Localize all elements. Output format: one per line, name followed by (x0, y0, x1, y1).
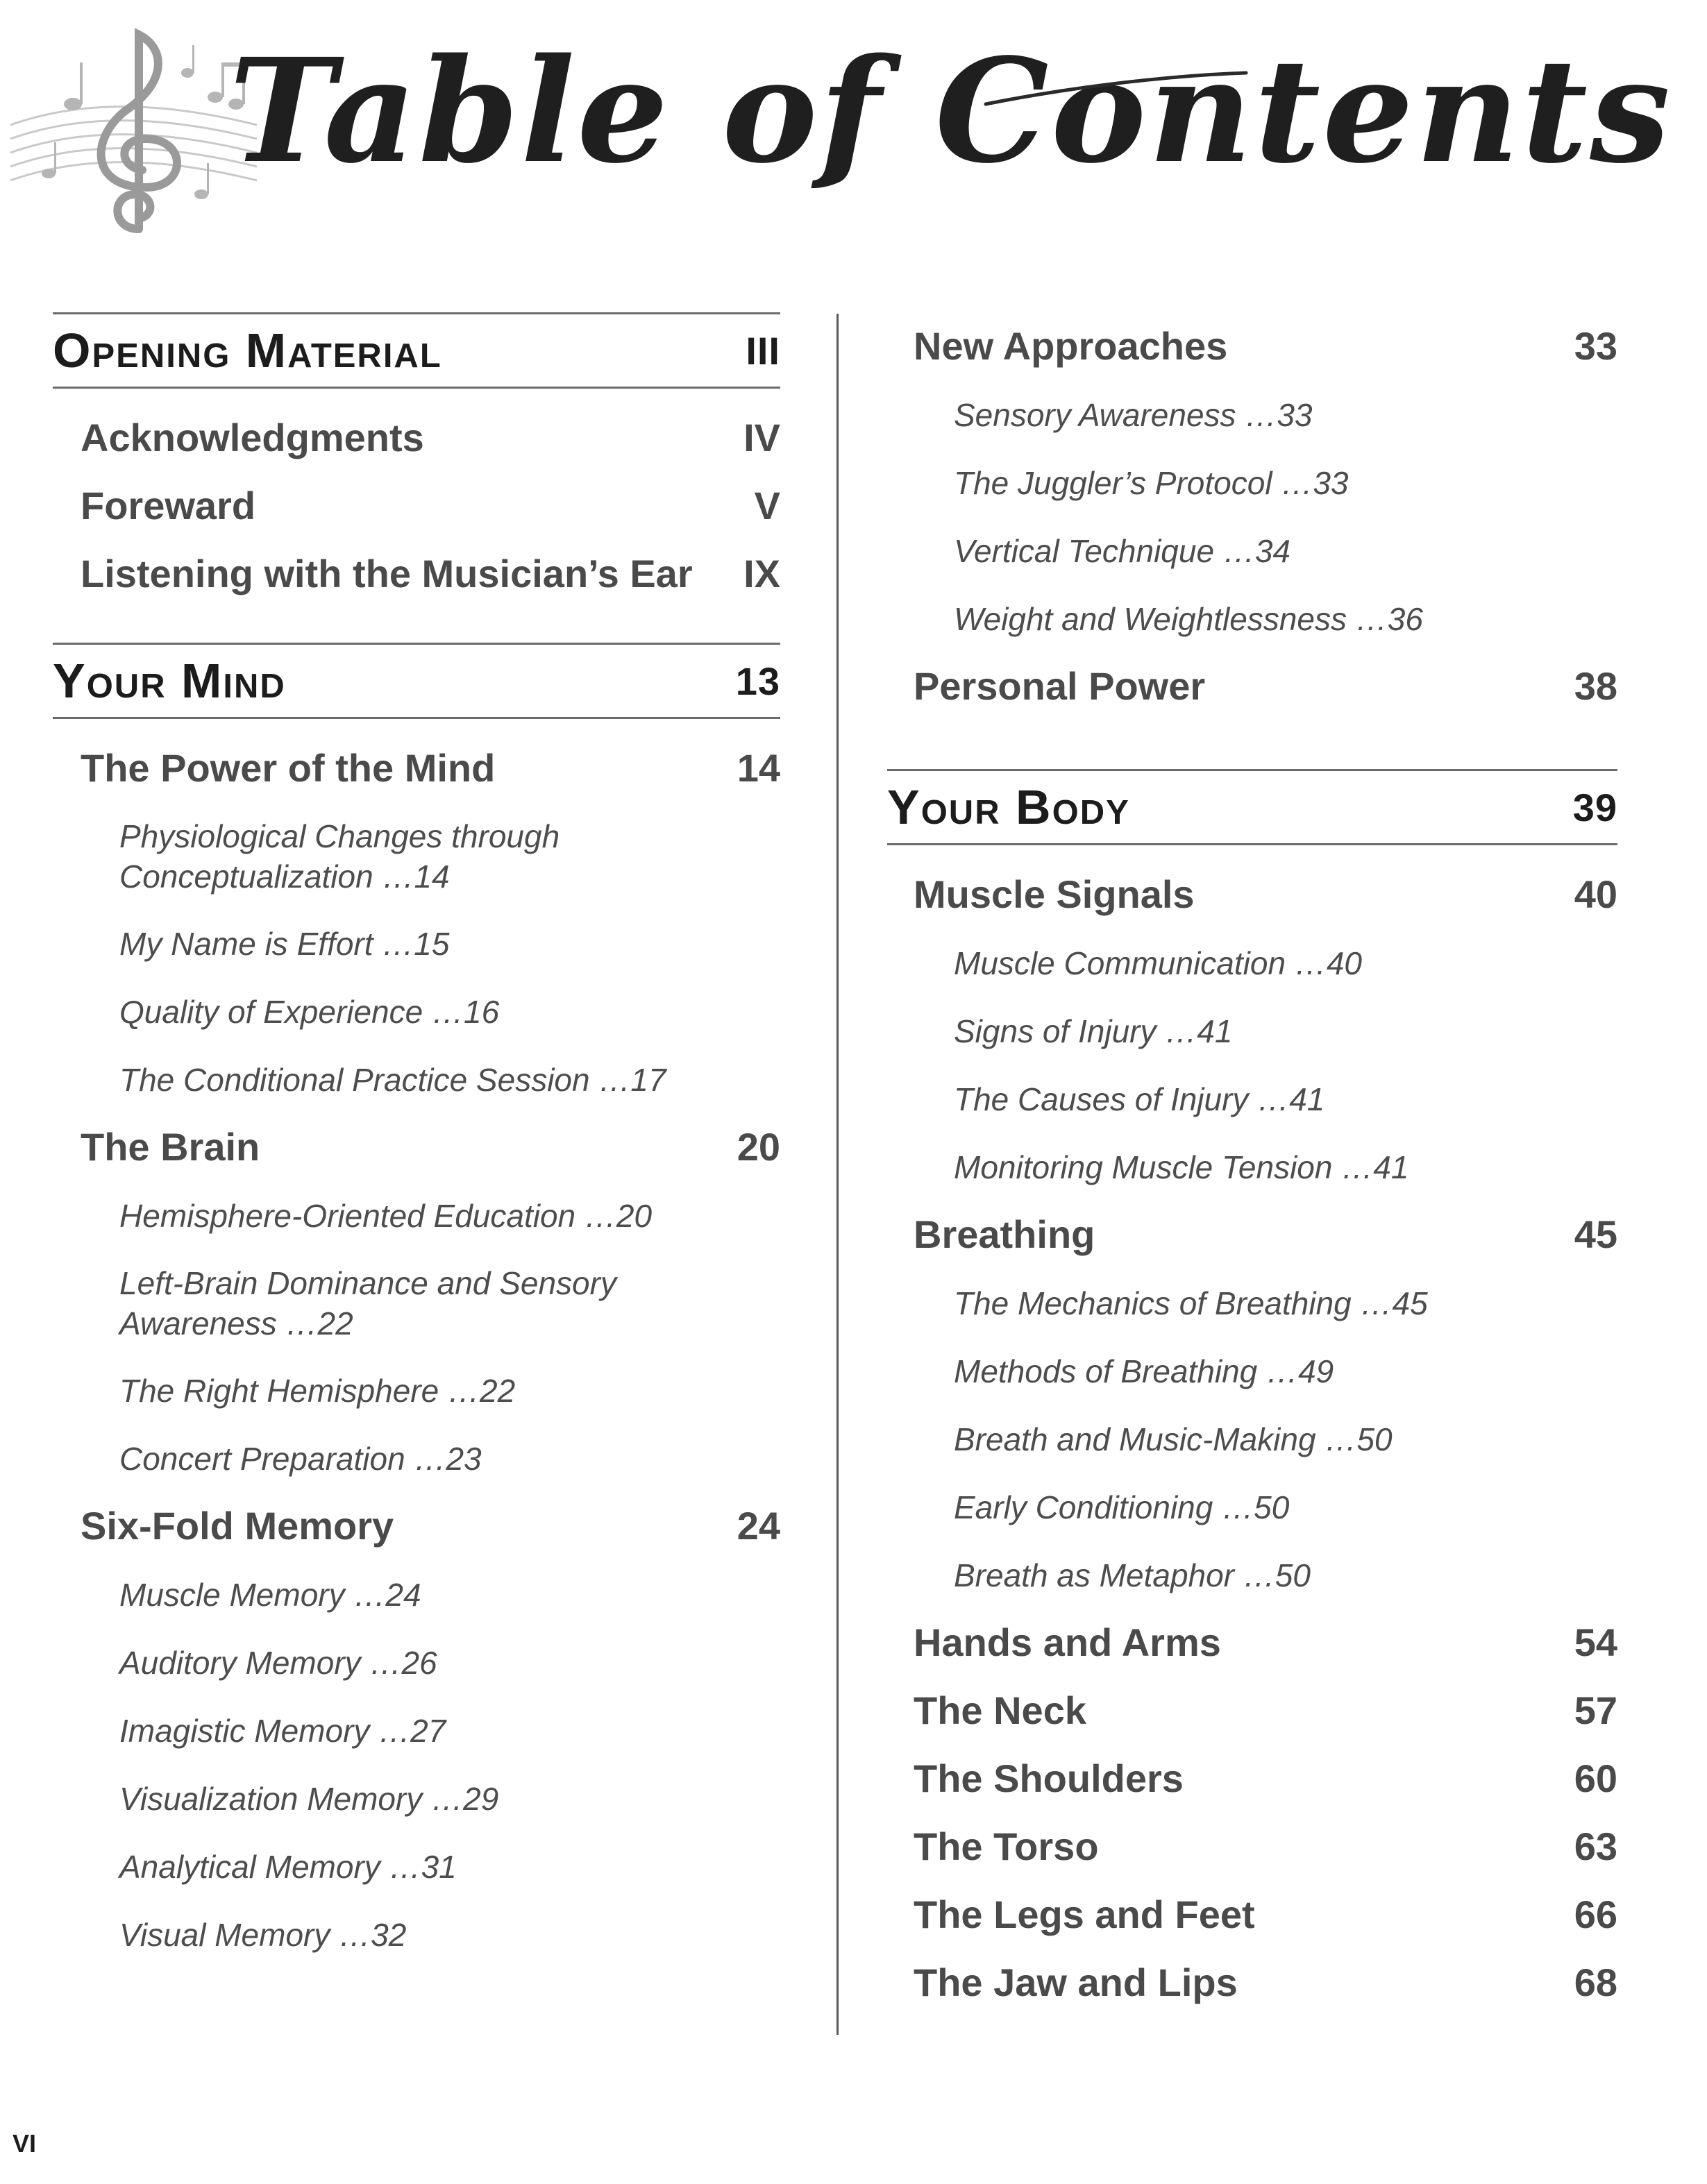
toc-subentry[interactable] (887, 997, 1617, 1065)
subentry-title: The Causes of Injury (954, 1081, 1249, 1117)
entry-title: Foreward (81, 484, 256, 527)
entry-page: 14 (737, 746, 780, 790)
entry-title: Acknowledgments (81, 416, 424, 459)
entry-page: IV (743, 416, 780, 459)
entry-page: IX (743, 552, 780, 595)
subentry-title: The Juggler’s Protocol (954, 465, 1272, 501)
toc-entry-the-neck[interactable] (887, 1677, 1617, 1745)
subentry-title: Muscle Memory (119, 1577, 345, 1613)
toc-subentry[interactable] (887, 1269, 1617, 1337)
entry-title: The Legs and Feet (914, 1893, 1255, 1936)
subentry-title: Sensory Awareness (954, 397, 1236, 433)
subentry-page: 24 (385, 1577, 421, 1613)
subentry-title: Muscle Communication (954, 945, 1286, 981)
toc-subentry[interactable] (887, 929, 1617, 997)
entry-page: 60 (1574, 1756, 1617, 1800)
subentry-page: 40 (1326, 945, 1363, 981)
subentry-separator (1347, 601, 1388, 637)
subentry-page: 49 (1298, 1353, 1334, 1389)
toc-entry-breathing[interactable] (887, 1201, 1617, 1269)
section-page: 13 (735, 659, 780, 703)
entry-page: 33 (1574, 324, 1617, 368)
subentry-title: Early Conditioning (954, 1489, 1213, 1525)
toc-subentry[interactable] (887, 1405, 1617, 1473)
toc-entry-the-shoulders[interactable] (887, 1745, 1617, 1813)
subentry-separator (277, 1305, 318, 1341)
section-page: 39 (1572, 785, 1617, 829)
subentry-page: 50 (1275, 1557, 1311, 1593)
subentry-page: 22 (479, 1373, 516, 1409)
entry-page: 68 (1574, 1961, 1617, 2004)
subentry-title: The Right Hemisphere (119, 1373, 439, 1409)
entry-title: The Neck (914, 1688, 1086, 1732)
subentry-separator (1272, 465, 1313, 501)
subentry-page: 14 (414, 858, 450, 895)
subentry-separator (439, 1373, 480, 1409)
toc-subentry[interactable] (53, 1560, 780, 1628)
subentry-title: Vertical Technique (954, 533, 1215, 569)
entry-title: The Torso (914, 1825, 1099, 1868)
subentry-separator (405, 1441, 446, 1477)
subentry-page: 41 (1373, 1149, 1409, 1185)
subentry-page: 50 (1254, 1489, 1290, 1525)
toc-entry-jaw-and-lips[interactable] (887, 1949, 1617, 2017)
page-number: VI (12, 2129, 37, 2158)
toc-subentry[interactable] (53, 1628, 780, 1696)
toc-subentry[interactable] (53, 1832, 780, 1900)
toc-subentry[interactable] (887, 1337, 1617, 1405)
toc-entry-six-fold-memory[interactable] (53, 1492, 780, 1560)
entry-page: 63 (1574, 1825, 1617, 1868)
subentry-page: 41 (1289, 1081, 1325, 1117)
subentry-title: Breath and Music-Making (954, 1421, 1316, 1457)
subentry-page: 29 (463, 1781, 499, 1817)
toc-entry-listening[interactable] (53, 540, 780, 608)
subentry-page: 23 (446, 1441, 482, 1477)
section-page: III (746, 328, 780, 373)
subentry-title: The Conditional Practice Session (119, 1062, 590, 1098)
toc-subentry[interactable] (53, 1249, 780, 1356)
subentry-separator (1214, 533, 1255, 569)
entry-page: 54 (1574, 1620, 1617, 1664)
subentry-page: 33 (1313, 465, 1349, 501)
entry-page: 66 (1574, 1893, 1617, 1936)
section-opening-material[interactable] (53, 312, 780, 389)
subentry-page: 50 (1356, 1421, 1393, 1457)
subentry-page: 45 (1392, 1285, 1428, 1321)
subentry-separator (1316, 1421, 1357, 1457)
section-title: Your Body (887, 780, 1130, 834)
subentry-separator (373, 858, 414, 895)
subentry-separator (373, 926, 414, 962)
subentry-separator (1257, 1353, 1298, 1389)
entry-page: 45 (1574, 1212, 1617, 1256)
toc-subentry[interactable] (53, 1181, 780, 1249)
toc-subentry[interactable] (887, 380, 1617, 448)
entry-page: 57 (1574, 1688, 1617, 1732)
subentry-separator (1213, 1489, 1254, 1525)
entry-page: 38 (1574, 664, 1617, 708)
entry-title: Breathing (914, 1212, 1095, 1256)
subentry-separator (423, 994, 464, 1030)
subentry-title: Left-Brain Dominance and Sensory Awareness (119, 1265, 616, 1341)
entry-title: The Brain (81, 1125, 260, 1169)
subentry-page: 20 (616, 1198, 653, 1234)
subentry-separator (422, 1781, 463, 1817)
subentry-title: My Name is Effort (119, 926, 373, 962)
subentry-separator (1248, 1081, 1289, 1117)
subentry-title: Breath as Metaphor (954, 1557, 1235, 1593)
toc-subentry[interactable] (887, 516, 1617, 584)
subentry-title: Concert Preparation (119, 1441, 405, 1477)
subentry-separator (1352, 1285, 1393, 1321)
toc-entry-the-brain[interactable] (53, 1113, 780, 1181)
subentry-separator (361, 1645, 402, 1681)
toc-subentry[interactable] (53, 1764, 780, 1832)
music-note-icon (42, 45, 245, 199)
toc-entry-new-approaches[interactable] (887, 312, 1617, 380)
entry-title: Muscle Signals (914, 872, 1195, 916)
toc-subentry[interactable] (53, 1900, 780, 1968)
entry-title: Listening with the Musician’s Ear (81, 552, 693, 595)
subentry-title: Auditory Memory (119, 1645, 361, 1681)
section-your-mind[interactable] (53, 643, 780, 719)
subentry-page: 27 (410, 1713, 446, 1749)
entry-page: V (754, 484, 780, 527)
toc-subentry[interactable] (887, 448, 1617, 516)
page-header (0, 0, 1707, 291)
subentry-title: Quality of Experience (119, 994, 423, 1030)
entry-title: The Power of the Mind (81, 746, 496, 790)
toc-entry-muscle-signals[interactable] (887, 861, 1617, 929)
section-your-body[interactable] (887, 769, 1617, 845)
subentry-page: 16 (464, 994, 500, 1030)
subentry-title: Imagistic Memory (119, 1713, 370, 1749)
subentry-separator (1156, 1013, 1197, 1049)
toc-subentry[interactable] (887, 1541, 1617, 1609)
entry-title: Personal Power (914, 664, 1206, 708)
subentry-title: Analytical Memory (119, 1849, 380, 1885)
toc-entry-power-of-mind[interactable] (53, 734, 780, 802)
section-title: Your Mind (53, 654, 286, 708)
subentry-separator (345, 1577, 386, 1613)
entry-title: The Jaw and Lips (914, 1961, 1238, 2004)
toc-entry-personal-power[interactable] (887, 652, 1617, 720)
toc-right-column (887, 312, 1617, 2017)
subentry-page: 33 (1277, 397, 1313, 433)
toc-subentry[interactable] (53, 1696, 780, 1764)
toc-subentry[interactable] (53, 1356, 780, 1424)
subentry-page: 31 (421, 1849, 457, 1885)
toc-subentry[interactable] (53, 802, 780, 909)
title-swash (972, 62, 1250, 118)
page-title: Table of Contents (229, 27, 1673, 195)
toc-entry-acknowledgments[interactable] (53, 404, 780, 472)
toc-entry-the-torso[interactable] (887, 1813, 1617, 1881)
subentry-separator (380, 1849, 421, 1885)
subentry-title: Hemisphere-Oriented Education (119, 1198, 576, 1234)
entry-title: The Shoulders (914, 1756, 1184, 1800)
subentry-page: 17 (630, 1062, 666, 1098)
toc-subentry[interactable] (53, 1424, 780, 1492)
toc-subentry[interactable] (887, 1065, 1617, 1133)
toc-subentry[interactable] (53, 1045, 780, 1113)
toc-subentry[interactable] (53, 977, 780, 1045)
column-divider (836, 314, 839, 2035)
subentry-separator (330, 1917, 371, 1953)
subentry-page: 32 (371, 1917, 407, 1953)
subentry-separator (1236, 397, 1277, 433)
toc-subentry[interactable] (53, 909, 780, 977)
entry-page: 20 (737, 1125, 780, 1169)
entry-title: New Approaches (914, 324, 1228, 368)
toc-subentry[interactable] (887, 1133, 1617, 1201)
subentry-separator (1332, 1149, 1373, 1185)
subentry-separator (590, 1062, 631, 1098)
subentry-title: Physiological Changes through Conceptualization (119, 818, 560, 895)
subentry-page: 34 (1254, 533, 1291, 569)
section-title: Opening Material (53, 323, 442, 378)
subentry-page: 22 (317, 1305, 353, 1341)
toc-left-column (53, 312, 780, 1968)
subentry-separator (1286, 945, 1327, 981)
subentry-page: 41 (1197, 1013, 1233, 1049)
subentry-title: Weight and Weightlessness (954, 601, 1347, 637)
subentry-title: Signs of Injury (954, 1013, 1157, 1049)
subentry-title: Methods of Breathing (954, 1353, 1258, 1389)
subentry-separator (1234, 1557, 1275, 1593)
entry-title: Six-Fold Memory (81, 1504, 394, 1548)
subentry-title: Visualization Memory (119, 1781, 423, 1817)
toc-subentry[interactable] (887, 584, 1617, 652)
toc-entry-hands-and-arms[interactable] (887, 1609, 1617, 1677)
subentry-page: 26 (401, 1645, 437, 1681)
subentry-title: Visual Memory (119, 1917, 330, 1953)
subentry-title: Monitoring Muscle Tension (954, 1149, 1333, 1185)
entry-title: Hands and Arms (914, 1620, 1221, 1664)
subentry-title: The Mechanics of Breathing (954, 1285, 1352, 1321)
subentry-separator (369, 1713, 410, 1749)
subentry-page: 15 (414, 926, 450, 962)
entry-page: 24 (737, 1504, 780, 1548)
subentry-page: 36 (1387, 601, 1423, 637)
toc-entry-foreward[interactable] (53, 472, 780, 540)
toc-subentry[interactable] (887, 1473, 1617, 1541)
toc-entry-legs-and-feet[interactable] (887, 1881, 1617, 1949)
entry-page: 40 (1574, 872, 1617, 916)
subentry-separator (575, 1198, 616, 1234)
